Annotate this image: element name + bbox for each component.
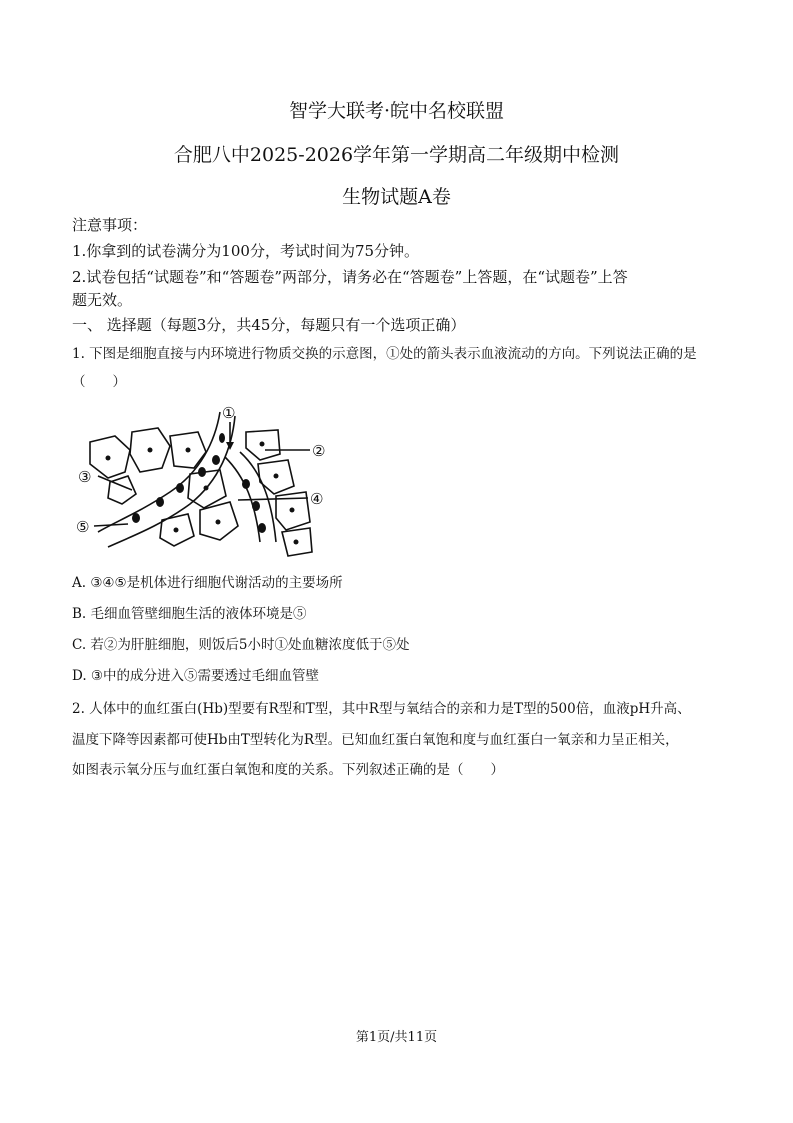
diagram-svg [70, 402, 340, 562]
red-blood-cell [132, 513, 140, 523]
red-blood-cell [258, 523, 266, 533]
label-2: ② [312, 442, 326, 460]
label-3: ③ [78, 468, 92, 486]
label-1: ① [222, 404, 236, 422]
notice-item-2a: 2.试卷包括“试题卷”和“答题卷”两部分，请务必在“答题卷”上答题，在“试题卷”上答 [72, 268, 628, 286]
cell-nucleus [260, 442, 265, 447]
cell-nucleus [148, 448, 153, 453]
blood-flow-arrowhead [226, 442, 234, 450]
red-blood-cell [242, 479, 250, 489]
question-1-option-d: D. ③中的成分进入⑤需要透过毛细血管壁 [72, 668, 320, 684]
question-1-stem-bracket: （ ） [72, 374, 126, 390]
cell-nucleus [290, 508, 295, 513]
question-2-stem-line1: 2. 人体中的血红蛋白(Hb)型要有R型和T型，其中R型与氧结合的亲和力是T型的500倍，血液pH升高、 [72, 701, 691, 717]
question-1-stem: 1. 下图是细胞直接与内环境进行物质交换的示意图，①处的箭头表示血液流动的方向。下列说法正确的是 [72, 346, 697, 362]
red-blood-cell [176, 483, 184, 493]
exam-school-title: 合肥八中2025-2026学年第一学期高二年级期中检测 [173, 144, 620, 166]
label-3-line [98, 476, 132, 490]
cell-nucleus [216, 520, 221, 525]
exam-alliance-title: 智学大联考·皖中名校联盟 [288, 100, 505, 122]
notice-heading: 注意事项： [72, 216, 148, 234]
cell-nucleus [274, 474, 279, 479]
section-heading: 一、 选择题（每题3分，共45分，每题只有一个选项正确） [72, 316, 466, 334]
cell-nucleus [294, 540, 299, 545]
cell-nucleus [106, 456, 111, 461]
cell-exchange-diagram [70, 402, 340, 562]
question-2-stem-line2: 温度下降等因素都可使Hb由T型转化为R型。已知血红蛋白氧饱和度与血红蛋白一氧亲和力呈正相关， [72, 732, 679, 748]
notice-item-2b: 题无效。 [72, 291, 133, 309]
red-blood-cell [219, 433, 225, 443]
question-2-stem-line3: 如图表示氧分压与血红蛋白氧饱和度的关系。下列叙述正确的是（ ） [72, 762, 504, 778]
label-5-line [94, 524, 128, 526]
exam-subject-title: 生物试题A卷 [342, 186, 451, 208]
cell-nucleus [186, 448, 191, 453]
question-1-option-b: B. 毛细血管壁细胞生活的液体环境是⑤ [72, 606, 307, 622]
question-1-option-a: A. ③④⑤是机体进行细胞代谢活动的主要场所 [72, 575, 343, 591]
label-4-line [238, 498, 308, 500]
page-number: 第1页/共11页 [355, 1030, 438, 1045]
red-blood-cell [156, 497, 164, 507]
cell-nucleus [204, 486, 209, 491]
question-1-option-c: C. 若②为肝脏细胞，则饭后5小时①处血糖浓度低于⑤处 [72, 637, 410, 653]
notice-item-1: 1.你拿到的试卷满分为100分，考试时间为75分钟。 [72, 242, 420, 260]
red-blood-cell [252, 501, 260, 511]
red-blood-cell [212, 455, 220, 465]
red-blood-cell [198, 467, 206, 477]
label-4: ④ [310, 490, 324, 508]
label-5: ⑤ [76, 518, 90, 536]
cell-nucleus [174, 528, 179, 533]
